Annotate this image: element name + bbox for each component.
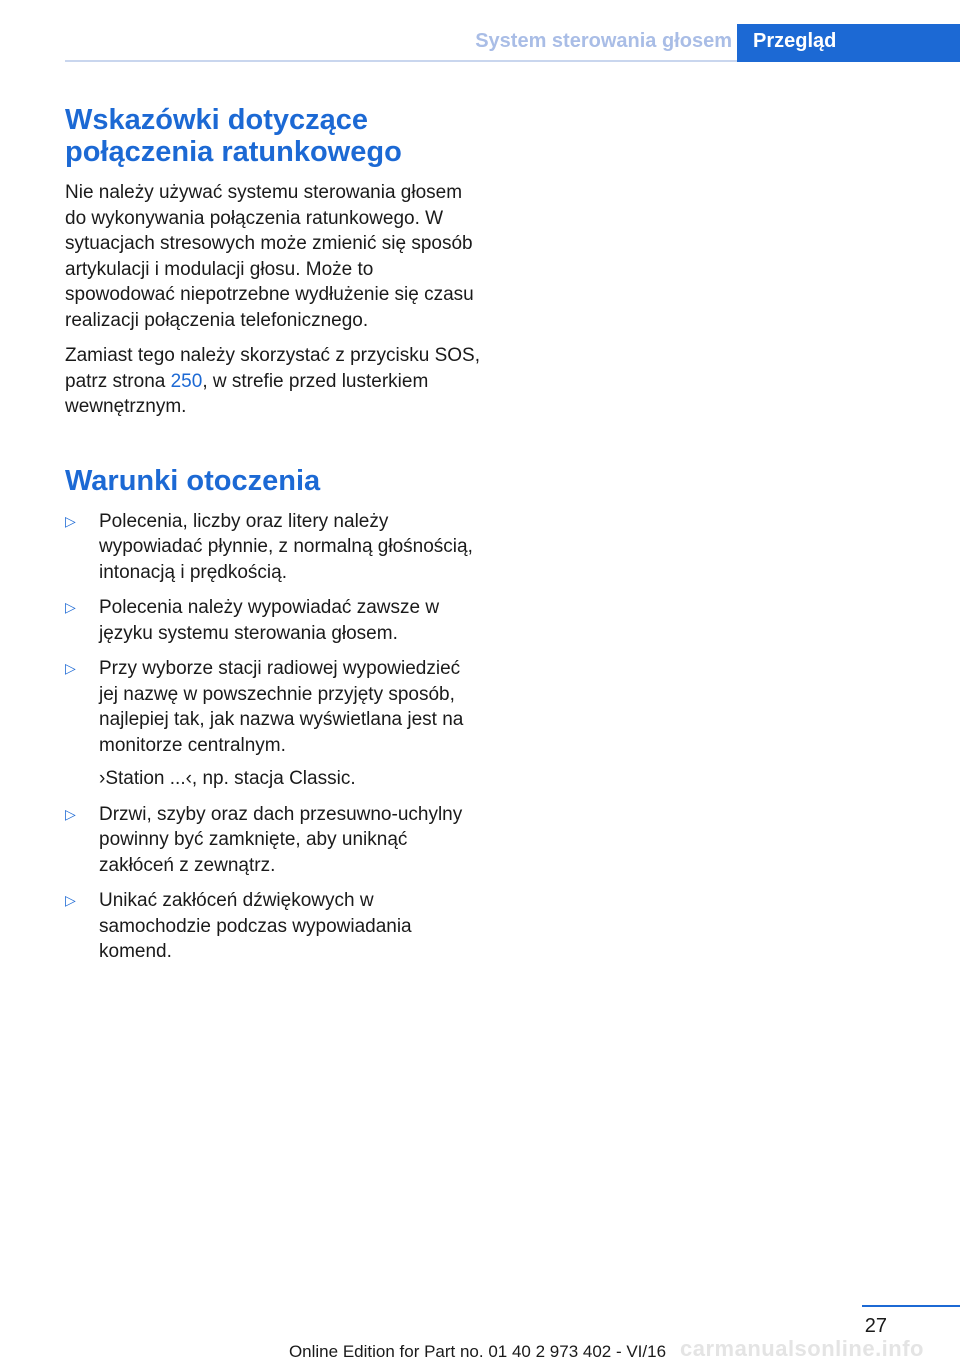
page-number: 27: [864, 1315, 887, 1337]
emergency-paragraph-2: [65, 343, 480, 420]
emergency-paragraph-2-end: , w strefie przed lusterkiem wewnętrznym.: [65, 370, 429, 417]
watermark: carmanualsonline.info: [680, 1336, 924, 1361]
emergency-heading: [65, 104, 480, 168]
page-reference-link[interactable]: 250: [170, 370, 203, 392]
main-content: [65, 100, 480, 975]
list-item-text: Unikać zakłóceń dźwiękowych w samochodzie podczas wypowiadania komend.: [99, 890, 412, 962]
triangle-bullet-icon: ▷: [65, 512, 76, 529]
environment-list: [65, 509, 480, 965]
triangle-bullet-icon: ▷: [65, 892, 76, 908]
list-item-example: ›Station ...‹, np. stacja Classic.: [99, 768, 356, 789]
list-item: [65, 595, 480, 646]
triangle-bullet-icon: ▷: [65, 660, 76, 676]
list-item-text: Przy wyborze stacji radiowej wypowiedzieć jej nazwę w powszechnie przyjęty sposób, najlepiej tak, jak nazwa wyświetlana jest na monitorze centralnym.: [99, 658, 464, 756]
footer-rule: [862, 1305, 960, 1307]
emergency-paragraph-2-start: Zamiast tego należy skorzystać z przycisku SOS, patrz strona: [65, 345, 480, 392]
environment-heading: Warunki otoczenia: [65, 464, 321, 497]
list-item: [65, 888, 480, 965]
list-item: [65, 656, 480, 792]
header-tab-overview: Przegląd: [737, 24, 960, 62]
emergency-heading-line2: połączenia ratunkowego: [65, 136, 402, 168]
triangle-bullet-icon: ▷: [65, 599, 76, 615]
triangle-bullet-icon: ▷: [65, 805, 76, 822]
list-item-text: Polecenia, liczby oraz litery należy wypowiadać płynnie, z normalną głośnością, intonacją i prędkością.: [99, 510, 473, 583]
list-item-text: Drzwi, szyby oraz dach przesuwno-uchylny powinny być zamknięte, aby uniknąć zakłóceń z zewnątrz.: [99, 803, 463, 876]
emergency-heading-line1: Wskazówki dotyczące: [65, 104, 368, 136]
list-item: [65, 802, 480, 879]
emergency-paragraph-1: Nie należy używać systemu sterowania głosem do wykonywania połączenia ratunkowego. W sytuacjach stresowych może zmienić się sposób artykulacji i modulacji głosu. Może to spowodować niepotrzebne wydłużenie się czasu realizacji połączenia telefonicznego.: [65, 182, 474, 331]
header-section-title: System sterowania głosem: [475, 30, 732, 52]
list-item: [65, 509, 480, 586]
list-item-text: Polecenia należy wypowiadać zawsze w języku systemu sterowania głosem.: [99, 597, 440, 644]
edition-note: Online Edition for Part no. 01 40 2 973 402 - VI/16: [288, 1342, 667, 1361]
